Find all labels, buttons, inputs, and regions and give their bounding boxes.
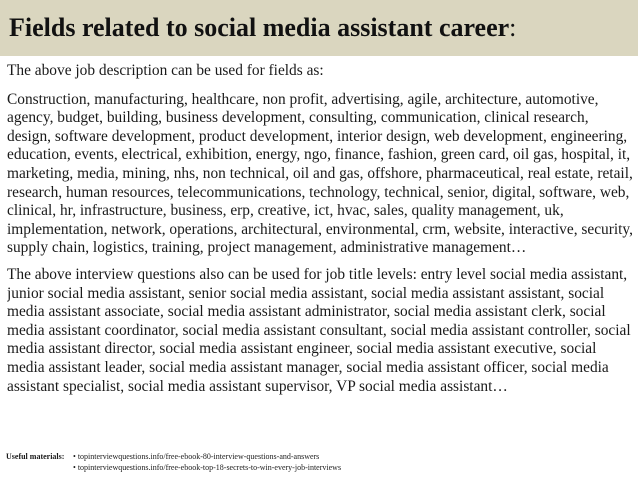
intro-paragraph: The above job description can be used for fields as: <box>7 62 324 79</box>
bullet-icon: • <box>73 452 76 461</box>
slide-title <box>9 13 638 43</box>
footer-row-1 <box>6 452 632 463</box>
bullet-icon: • <box>73 462 76 472</box>
useful-materials-footer <box>6 452 632 478</box>
useful-materials-label: Useful materials: <box>6 452 65 461</box>
slide-title-text: Fields related to social media assistant career <box>9 13 510 42</box>
footer-link-2[interactable]: topinterviewquestions.info/free-ebook-top-18-secrets-to-win-every-job-interviews <box>77 462 342 472</box>
footer-link-1[interactable]: topinterviewquestions.info/free-ebook-80-interview-questions-and-answers <box>77 452 320 461</box>
footer-row-2 <box>6 463 632 474</box>
slide-body <box>7 62 635 452</box>
slide-title-colon: : <box>509 13 517 42</box>
title-bar <box>0 0 638 56</box>
job-levels-paragraph: The above interview questions also can be used for job title levels: entry level social media assistant, junior social media assistant, senior social media assistant, social media assistant assistant, social media assistant associate, social media assistant administrator, social media assistant clerk, social media assistant coordinator, social media assistant consultant, social media assistant controller, social media assistant director, social media assistant engineer, social media assistant executive, social media assistant leader, social media assistant manager, social media assistant officer, social media assistant specialist, social media assistant supervisor, VP social media assistant… <box>7 265 631 395</box>
fields-paragraph: Construction, manufacturing, healthcare, non profit, advertising, agile, architecture, automotive, agency, budget, building, business development, consulting, communication, clinical research, design, software development, product development, interior design, web development, engineering, education, events, electrical, exhibition, energy, ngo, finance, fashion, green card, oil gas, hospital, it, marketing, media, mining, nhs, non technical, oil and gas, offshore, pharmaceutical, real estate, retail, research, human resources, telecommunications, technology, technical, senior, digital, software, web, clinical, hr, infrastructure, business, erp, creative, ict, hvac, sales, quality management, uk, implementation, network, operations, architectural, environmental, crm, website, interactive, security, supply chain, logistics, training, project management, administrative management… <box>7 90 633 257</box>
